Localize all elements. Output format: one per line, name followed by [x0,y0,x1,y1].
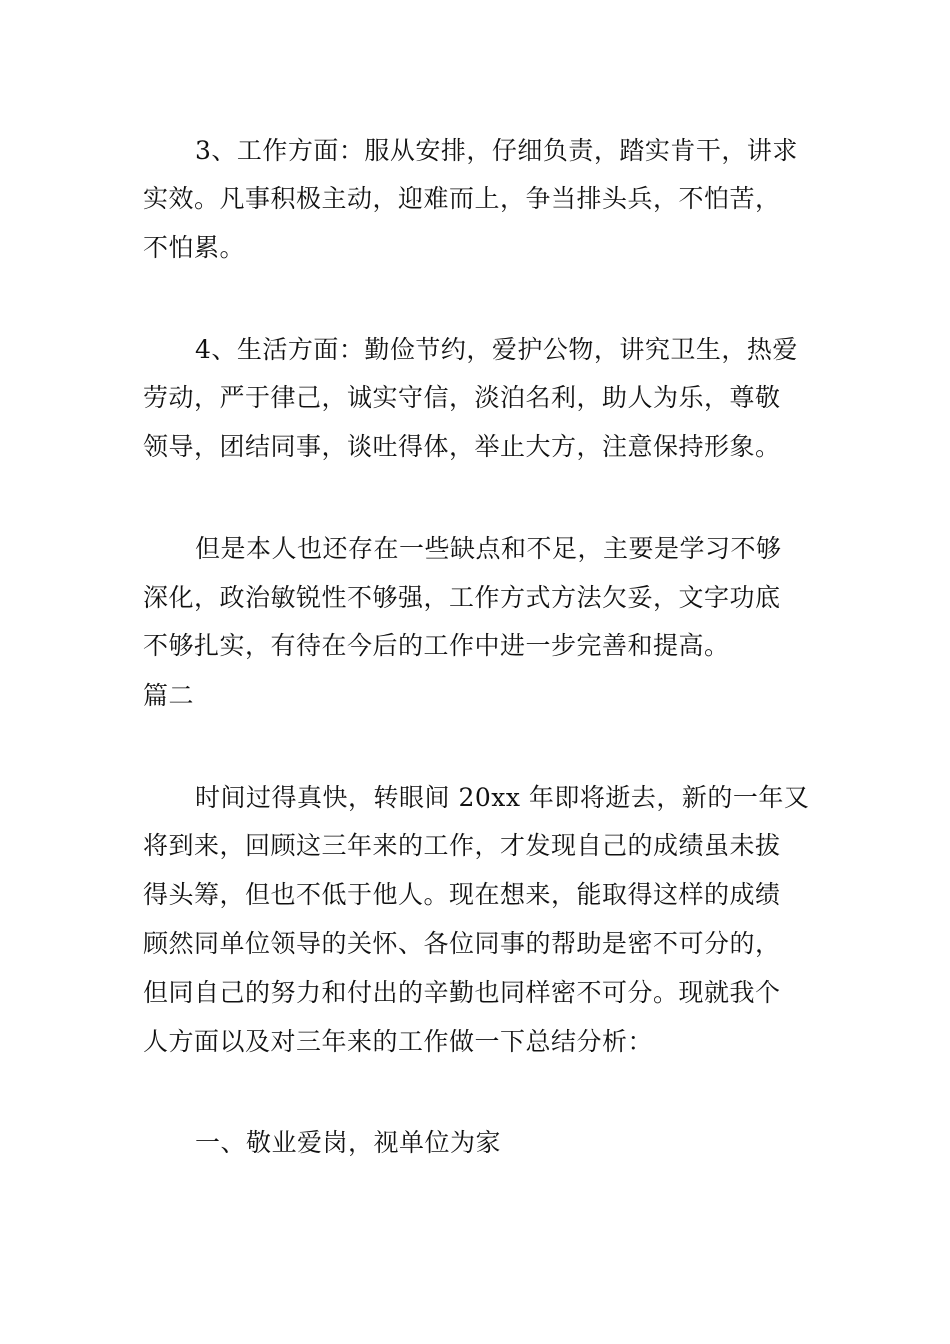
text-line: 但是本人也还存在一些缺点和不足，主要是学习不够 [195,534,782,563]
subheading: 一、敬业爱岗，视单位为家 [195,1128,502,1157]
text-line: 但同自己的努力和付出的辛勤也同样密不可分。现就我个 [143,978,781,1007]
text-line: 得头筹，但也不低于他人。现在想来，能取得这样的成绩 [143,880,781,909]
text-line: 顾然同单位领导的关怀、各位同事的帮助是密不可分的， [143,929,781,958]
text-line: 深化，政治敏锐性不够强，工作方式方法欠妥，文字功底 [143,583,781,612]
text-line: 3、工作方面：服从安排，仔细负责，踏实肯干，讲求 [195,136,798,165]
text-line: 不够扎实，有待在今后的工作中进一步完善和提高。 [143,631,730,660]
text-line: 时间过得真快，转眼间 20xx 年即将逝去，新的一年又 [195,783,810,812]
text-line: 将到来，回顾这三年来的工作，才发现自己的成绩虽未拔 [143,831,781,860]
text-line: 劳动，严于律己，诚实守信，淡泊名利，助人为乐，尊敬 [143,383,781,412]
text-line: 4、生活方面：勤俭节约，爱护公物，讲究卫生，热爱 [195,335,798,364]
text-line: 领导，团结同事，谈吐得体，举止大方，注意保持形象。 [143,432,781,461]
text-line: 不怕累。 [143,233,246,262]
text-line: 实效。凡事积极主动，迎难而上，争当排头兵，不怕苦， [143,184,781,213]
text-line: 人方面以及对三年来的工作做一下总结分析： [143,1027,654,1056]
section-heading: 篇二 [143,681,195,710]
